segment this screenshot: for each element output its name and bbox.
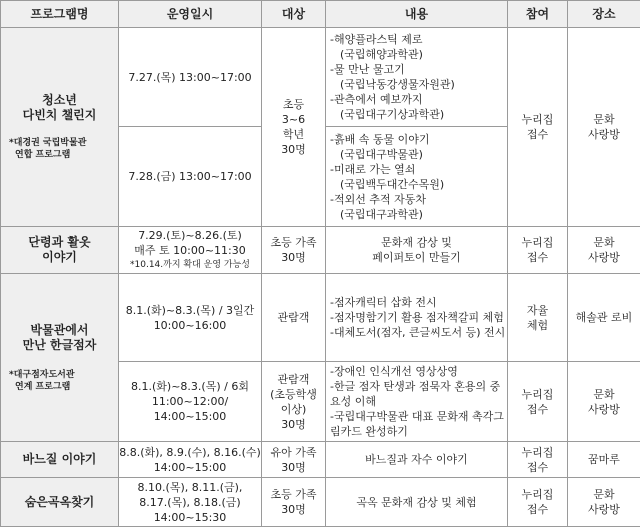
table-row bbox=[1, 478, 640, 527]
header-program: 프로그램명 bbox=[1, 1, 119, 28]
place-cell: 문화 사랑방 bbox=[568, 478, 640, 527]
target-cell: 초등 3~6 학년 30명 bbox=[262, 28, 326, 227]
header-content: 내용 bbox=[326, 1, 508, 28]
header-place: 장소 bbox=[568, 1, 640, 28]
schedule-cell: 8.10.(목), 8.11.(금), 8.17.(목), 8.18.(금) 14:00~15:30 bbox=[119, 478, 262, 527]
schedule-cell: 7.28.(금) 13:00~17:00 bbox=[119, 127, 262, 227]
table-row bbox=[1, 227, 640, 274]
join-cell: 자율 체험 bbox=[508, 274, 568, 362]
content-cell: 바느질과 자수 이야기 bbox=[326, 442, 508, 478]
header-schedule: 운영일시 bbox=[119, 1, 262, 28]
join-cell: 누리집 접수 bbox=[508, 28, 568, 227]
schedule-cell: 8.8.(화), 8.9.(수), 8.16.(수) 14:00~15:00 bbox=[119, 442, 262, 478]
schedule-cell: 8.1.(화)~8.3.(목) / 6회 11:00~12:00/ 14:00~15:00 bbox=[119, 362, 262, 442]
table-row bbox=[1, 28, 640, 127]
join-cell: 누리집 접수 bbox=[508, 362, 568, 442]
schedule-cell: 7.29.(토)~8.26.(토) 매주 토 10:00~11:30 *10.14.까지 확대 운영 가능성 bbox=[119, 227, 262, 274]
content-cell: -해양플라스틱 제로 (국립해양과학관) -물 만난 물고기 (국립낙동강생물자원관) -관측에서 예보까지 (국립대구기상과학관) bbox=[326, 28, 508, 127]
content-cell: 문화재 감상 및 페이퍼토이 만들기 bbox=[326, 227, 508, 274]
target-cell: 초등 가족 30명 bbox=[262, 227, 326, 274]
target-cell: 초등 가족 30명 bbox=[262, 478, 326, 527]
content-cell: -장애인 인식개선 영상상영 -한글 점자 탄생과 점묵자 혼용의 중요성 이해 -국립대구박물관 대표 문화재 촉각그림카드 완성하기 bbox=[326, 362, 508, 442]
content-cell: -점자캐릭터 삽화 전시 -점자명함기기 활용 점자책갈피 체험 -대체도서(점자, 큰글씨도서 등) 전시 bbox=[326, 274, 508, 362]
target-cell: 관람객 (초등학생 이상) 30명 bbox=[262, 362, 326, 442]
table-row bbox=[1, 442, 640, 478]
program-name: 숨은곡옥찾기 bbox=[1, 478, 119, 527]
join-cell: 누리집 접수 bbox=[508, 442, 568, 478]
program-name: 바느질 이야기 bbox=[1, 442, 119, 478]
program-name: 단령과 활옷 이야기 bbox=[1, 227, 119, 274]
target-cell: 관람객 bbox=[262, 274, 326, 362]
place-cell: 문화 사랑방 bbox=[568, 28, 640, 227]
table-row bbox=[1, 274, 640, 362]
place-cell: 꿈마루 bbox=[568, 442, 640, 478]
header-join: 참여 bbox=[508, 1, 568, 28]
place-cell: 해솔관 로비 bbox=[568, 274, 640, 362]
header-target: 대상 bbox=[262, 1, 326, 28]
schedule-cell: 7.27.(목) 13:00~17:00 bbox=[119, 28, 262, 127]
target-cell: 유아 가족 30명 bbox=[262, 442, 326, 478]
schedule-cell: 8.1.(화)~8.3.(목) / 3일간 10:00~16:00 bbox=[119, 274, 262, 362]
header-row bbox=[1, 1, 640, 28]
join-cell: 누리집 접수 bbox=[508, 478, 568, 527]
content-cell: 곡옥 문화재 감상 및 체험 bbox=[326, 478, 508, 527]
place-cell: 문화 사랑방 bbox=[568, 362, 640, 442]
program-name: 청소년 다빈치 챌린지 *대경권 국립박물관 연합 프로그램 bbox=[1, 28, 119, 227]
place-cell: 문화 사랑방 bbox=[568, 227, 640, 274]
join-cell: 누리집 접수 bbox=[508, 227, 568, 274]
content-cell: -흙배 속 동물 이야기 (국립대구박물관) -미래로 가는 열쇠 (국립백두대간수목원) -적외선 추적 자동차 (국립대구과학관) bbox=[326, 127, 508, 227]
program-name: 박물관에서 만난 한글점자 *대구점자도서관 연계 프로그램 bbox=[1, 274, 119, 442]
